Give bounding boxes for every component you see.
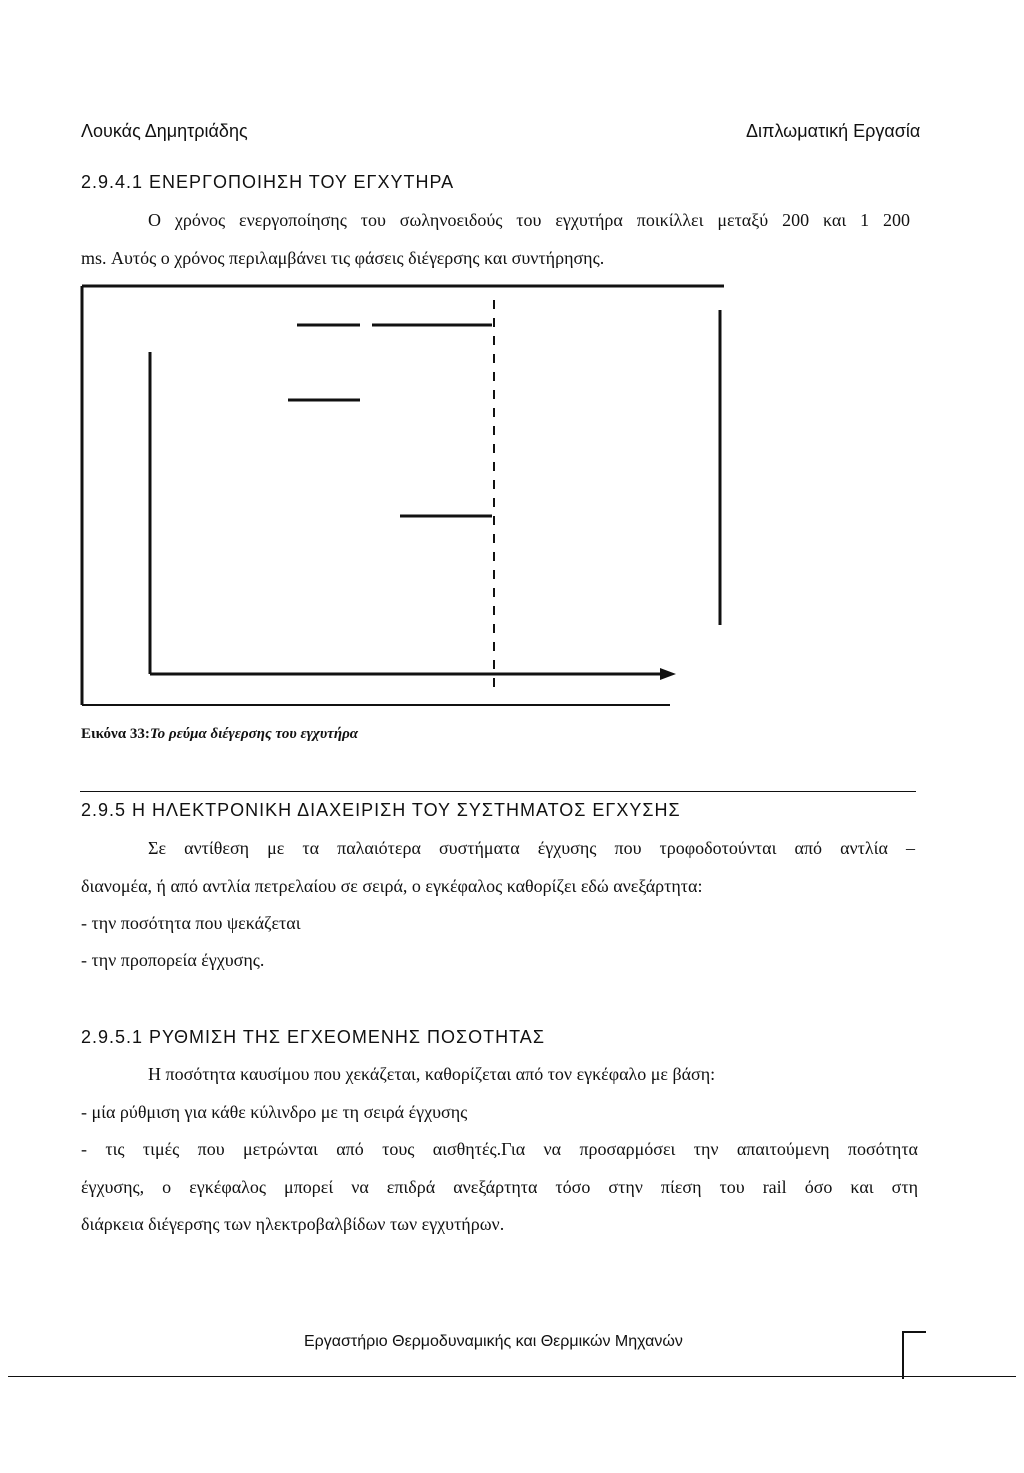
page-number-box (902, 1331, 904, 1379)
header-author: Λουκάς Δημητριάδης (81, 121, 248, 141)
paragraph-line: Σε αντίθεση με τα παλαιότερα συστήματα έγχυσης που τροφοδοτούνται από αντλία – (148, 838, 915, 858)
footer-rule (8, 1376, 1016, 1377)
footer-text: Εργαστήριο Θερμοδυναμικής και Θερμικών Μηχανών (304, 1333, 683, 1350)
injector-current-figure (0, 280, 1024, 740)
list-item: - την προπορεία έγχυσης. (81, 950, 265, 970)
page-number-box-top (902, 1331, 926, 1333)
figure-caption (81, 726, 358, 743)
header-doc-type: Διπλωματική Εργασία (746, 121, 921, 141)
figure-caption-text: Το ρεύμα διέγερσης του εγχυτήρα (149, 726, 359, 742)
paragraph-line: διάρκεια διέγερσης των ηλεκτροβαλβίδων των εγχυτήρων. (81, 1214, 505, 1234)
list-item: - την ποσότητα που ψεκάζεται (81, 913, 301, 933)
list-item: - μία ρύθμιση για κάθε κύλινδρο με τη σειρά έγχυσης (81, 1102, 468, 1122)
paragraph-line: έγχυσης, ο εγκέφαλος μπορεί να επιδρά ανεξάρτητα τόσο στην πίεση του rail όσο και στη (81, 1177, 918, 1197)
section-heading-2941: 2.9.4.1 ΕΝΕΡΓΟΠΟΙΗΣΗ ΤΟΥ ΕΓΧΥΤΗΡΑ (81, 172, 455, 192)
paragraph-line: ms. Αυτός ο χρόνος περιλαμβάνει τις φάσεις διέγερσης και συντήρησης. (81, 248, 605, 268)
figure-caption-number: Εικόνα 33: (81, 726, 150, 742)
section-rule (80, 791, 916, 792)
paragraph-line: - τις τιμές που μετρώνται από τους αισθητές.Για να προσαρμόσει την απαιτούμενη ποσότητα (81, 1139, 918, 1159)
section-heading-295: 2.9.5 Η ΗΛΕΚΤΡΟΝΙΚΗ ΔΙΑΧΕΙΡΙΣΗ ΤΟΥ ΣΥΣΤΗΜΑΤΟΣ ΕΓΧΥΣΗΣ (81, 800, 681, 820)
paragraph-line: διανομέα, ή από αντλία πετρελαίου σε σειρά, ο εγκέφαλος καθορίζει εδώ ανεξάρτητα: (81, 876, 703, 896)
paragraph-line: Η ποσότητα καυσίμου που χεκάζεται, καθορίζεται από τον εγκέφαλο με βάση: (148, 1064, 716, 1084)
section-heading-2951: 2.9.5.1 ΡΥΘΜΙΣΗ ΤΗΣ ΕΓΧΕΟΜΕΝΗΣ ΠΟΣΟΤΗΤΑΣ (81, 1027, 545, 1047)
paragraph-line: Ο χρόνος ενεργοποίησης του σωληνοειδούς του εγχυτήρα ποικίλλει μεταξύ 200 και 1 200 (148, 210, 910, 230)
